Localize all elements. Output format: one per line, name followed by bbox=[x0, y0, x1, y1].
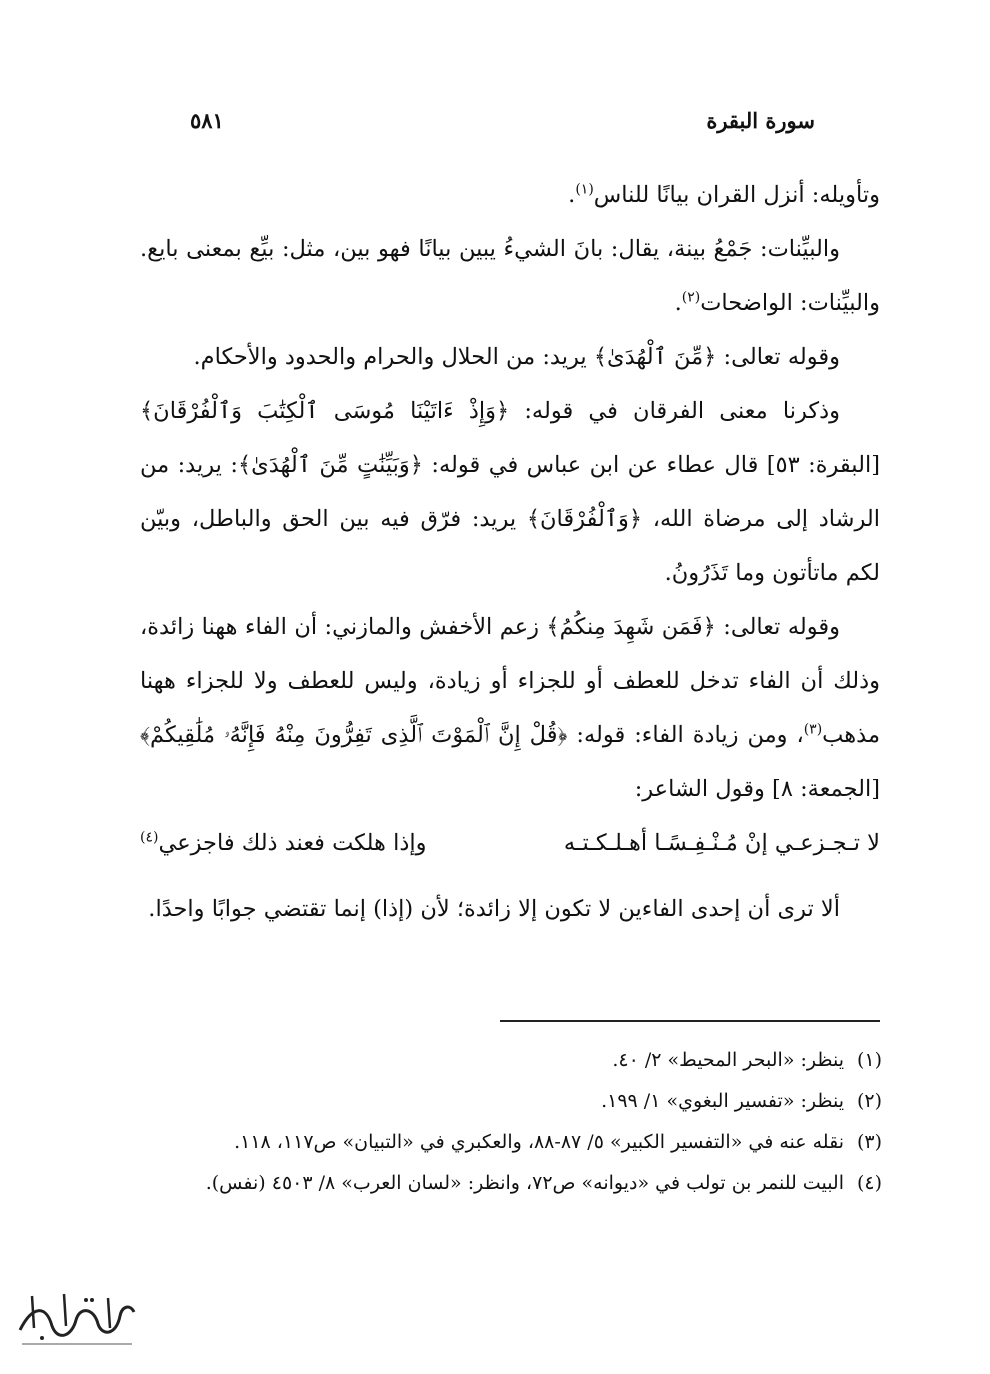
paragraph-5: وقوله تعالى: ﴿فَمَن شَهِدَ مِنكُمُ﴾ زعم الأخفش والمازني: أن الفاء ههنا زائدة، وذلك أن الفاء تدخل للعطف أو للجزاء أو زيادة، وليس للعطف ولا للجزاء ههنا مذهب$^{(٣)}$، ومن زيادة الفاء: قوله: ﴿قُلْ إِنَّ ٱلْمَوْتَ ٱلَّذِى تَفِرُّونَ مِنْهُ فَإِنَّهُۥ مُلَٰقِيكُمْ﴾ [الجمعة: ٨] وقول الشاعر: bbox=[140, 614, 880, 802]
footnote-divider bbox=[500, 1020, 880, 1022]
poem-verse bbox=[140, 816, 880, 870]
page-number: ٥٨١ bbox=[190, 107, 224, 133]
surah-title: سورة البقرة bbox=[706, 107, 815, 133]
publisher-logo bbox=[12, 1286, 142, 1350]
main-text bbox=[140, 168, 880, 936]
footnote-ref-3[interactable]: (٣) bbox=[803, 721, 823, 738]
poem-hemistich-1: لا تـجـزعـي إنْ مُـنْـفِـسًـا أهـلـكـتـه bbox=[563, 830, 880, 856]
footnote-2: (٢) ينظر: «تفسير البغوي» ١/ ١٩٩. bbox=[601, 1090, 882, 1112]
footnote-3: (٣) نقله عنه في «التفسير الكبير» ٥/ ٨٧-٨٨، والعكبري في «التبيان» ص١١٧، ١١٨. bbox=[234, 1131, 882, 1153]
footnote-4: (٤) البيت للنمر بن تولب في «ديوانه» ص٧٢، وانظر: «لسان العرب» ٨/ ٤٥٠٣ (نفس). bbox=[205, 1172, 882, 1194]
footnote-ref-4[interactable]: (٤) bbox=[140, 829, 159, 846]
logo-icon bbox=[12, 1286, 142, 1350]
footnotes bbox=[140, 1040, 882, 1204]
page-header bbox=[190, 100, 815, 140]
paragraph-3: وقوله تعالى: ﴿مِّنَ ٱلْهُدَىٰ﴾ يريد: من الحلال والحرام والحدود والأحكام. bbox=[193, 344, 840, 370]
paragraph-4: وذكرنا معنى الفرقان في قوله: ﴿وَإِذْ ءَاتَيْنَا مُوسَى ٱلْكِتَٰبَ وَٱلْفُرْقَانَ﴾ [البقرة: ٥٣] قال عطاء عن ابن عباس في قوله: ﴿وَبَيِّنَٰتٍ مِّنَ ٱلْهُدَىٰ﴾: يريد: من الرشاد إلى مرضاة الله، ﴿وَٱلْفُرْقَانَ﴾ يريد: فرّق فيه بين الحق والباطل، وبيّن لكم ماتأتون وما تَذَرُونُ. bbox=[140, 398, 880, 586]
paragraph-1: وتأويله: أنزل القران بيانًا للناس$^{(١)}$. bbox=[568, 181, 880, 208]
poem-hemistich-2-wrap: وإذا هلكت فعند ذلك فاجزعي$^{(٤)}$ bbox=[140, 829, 427, 856]
footnote-ref-1[interactable]: (١) bbox=[575, 181, 594, 198]
footnote-1: (١) ينظر: «البحر المحيط» ٢/ ٤٠. bbox=[612, 1049, 882, 1071]
footnote-ref-2[interactable]: (٢) bbox=[681, 289, 701, 306]
paragraph-2: والبيِّنات: جَمْعُ بينة، يقال: بانَ الشيءُ يبين بيانًا فهو بين، مثل: بيِّع بمعنى بايع. والبيِّنات: الواضحات$^{(٢)}$. bbox=[140, 236, 880, 316]
closing-paragraph: ألا ترى أن إحدى الفاءين لا تكون إلا زائدة؛ لأن (إذا) إنما تقتضي جوابًا واحدًا. bbox=[148, 896, 840, 922]
